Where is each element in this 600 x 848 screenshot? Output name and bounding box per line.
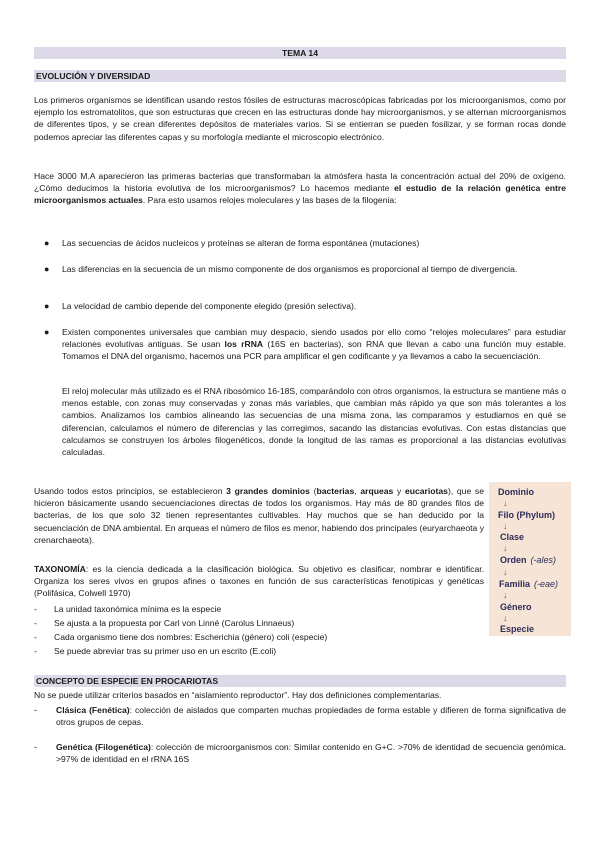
hierarchy-level-familia bbox=[499, 578, 558, 590]
text: : colección de aislados que comparten muchas propiedades de forma estable y difieren de forma significativa de otros grupos de cepas. bbox=[56, 705, 566, 728]
bullet-item-1: Las secuencias de ácidos nucleicos y proteínas se alteran de forma espontánea (mutaciones) bbox=[62, 238, 420, 248]
arrow-down-icon: ↓ bbox=[503, 567, 508, 577]
bullet-item-4 bbox=[62, 326, 566, 363]
bold-text: 3 grandes dominios bbox=[226, 486, 310, 496]
bold-text: TAXONOMÍA bbox=[34, 564, 86, 574]
bullet-item-2: Las diferencias en la secuencia de un mismo componente de dos organismos es proporcional al tiempo de divergencia. bbox=[62, 264, 518, 274]
text: Cada organismo tiene dos nombres: Escherichia (género) coli (especie) bbox=[54, 632, 328, 642]
paragraph-dominios bbox=[34, 485, 484, 546]
text: , bbox=[354, 486, 361, 496]
paragraph-intro-especie: No se puede utilizar criterios basados en “aislamiento reproductor”. Hay dos definiciones complementarias. bbox=[34, 690, 442, 700]
section-heading-especie: CONCEPTO DE ESPECIE EN PROCARIOTAS bbox=[34, 675, 566, 687]
text: Usando todos estos principios, se establecieron bbox=[34, 486, 227, 496]
dash-item-2 bbox=[34, 617, 566, 629]
text: La unidad taxonómica mínima es la especie bbox=[54, 604, 222, 614]
dash-item-3 bbox=[34, 631, 566, 643]
dash-icon: - bbox=[34, 705, 37, 715]
bullet-icon: ● bbox=[44, 238, 50, 248]
text: y bbox=[393, 486, 405, 496]
dash-icon: - bbox=[34, 646, 37, 656]
hierarchy-level-genero: Género bbox=[500, 602, 532, 612]
bold-text: Genética (Filogenética) bbox=[56, 742, 151, 752]
definition-genetica bbox=[56, 741, 566, 765]
dash-icon: - bbox=[34, 742, 37, 752]
section-heading-evolucion: EVOLUCIÓN Y DIVERSIDAD bbox=[34, 70, 566, 82]
dash-icon: - bbox=[34, 618, 37, 628]
suffix-ales: (-ales) bbox=[530, 555, 557, 565]
bold-text: Clásica (Fenética) bbox=[56, 705, 130, 715]
bullet-item-3: La velocidad de cambio depende del componente elegido (presión selectiva). bbox=[62, 301, 357, 311]
arrow-down-icon: ↓ bbox=[503, 498, 508, 508]
suffix-eae: (-eae) bbox=[534, 579, 559, 589]
paragraph-taxonomia bbox=[34, 563, 484, 600]
hierarchy-level-especie: Especie bbox=[500, 624, 535, 634]
arrow-down-icon: ↓ bbox=[503, 590, 508, 600]
text: Familia bbox=[499, 579, 531, 589]
text: . Para esto usamos relojes moleculares y las bases de la filogenia: bbox=[142, 195, 397, 206]
dash-item-4 bbox=[34, 645, 566, 657]
text: ( bbox=[309, 486, 317, 496]
bold-text: los rRNA bbox=[224, 339, 264, 350]
text: : colección de microorganismos con: Similar contenido en G+C. >70% de identidad de secuencia genómica. >97% de identidad en el rRNA 16S bbox=[56, 742, 566, 765]
text: Orden bbox=[500, 555, 527, 565]
arrow-down-icon: ↓ bbox=[503, 521, 508, 531]
text: (16S en bacterias), son RNA que llevan a cabo una función muy estable. Tomamos el DNA del organismo, hacemos una PCR para amplificar el gen codificante y ya llevamos a cabo la secuenciación. bbox=[62, 339, 566, 362]
text: Existen componentes universales que cambian muy despacio, siendo usados por ello como “relojes moleculares” para estudiar relaciones evolutivas antiguas. Se usan bbox=[62, 327, 566, 350]
bold-text: eucariotas bbox=[404, 486, 448, 496]
hierarchy-level-orden bbox=[500, 554, 556, 566]
hierarchy-level-filo: Filo (Phylum) bbox=[498, 510, 555, 520]
definition-clasica bbox=[56, 704, 566, 728]
text: : es la ciencia dedicada a la clasificación biológica. Su objetivo es clasificar, nombrar e identificar. Organiza los seres vivos en grupos afines o taxones en función de sus características fenotípicas y genéticas (Polifásica, Colwell 1970) bbox=[34, 564, 484, 599]
arrow-down-icon: ↓ bbox=[503, 543, 508, 553]
paragraph-fosiles: Los primeros organismos se identifican usando restos fósiles de estructuras macroscópicas fabricadas por los microorganismos, como por ejemplo los estromatolitos, que son estructuras que crecen en las estructuras donde hay microorganismos, y se alternan microorganismos de diferentes tipos, y se crean diferentes depósitos de materiales varios. Si se entierran se pueden fosilizar, y se forman rocas donde podemos apreciar las diferentes capas y su morfología mediante el microscopio electrónico. bbox=[34, 95, 566, 142]
dash-item-1 bbox=[34, 603, 566, 615]
page-title: TEMA 14 bbox=[34, 47, 566, 59]
bullet-icon: ● bbox=[44, 327, 50, 337]
arrow-down-icon: ↓ bbox=[503, 613, 508, 623]
bullet-icon: ● bbox=[44, 264, 50, 274]
text: Hace 3000 M.A aparecieron las primeras bacterias que transformaban la atmósfera hasta la concentración actual del 20% de oxígeno. ¿Cómo deducimos la historia evolutiva de los microorganismos? Lo hacemos mediante bbox=[34, 171, 566, 194]
bold-text: arqueas bbox=[360, 486, 394, 496]
hierarchy-level-clase: Clase bbox=[500, 532, 525, 542]
text: ), que se hicieron básicamente usando secuenciaciones directas de todos los organismos. Hay más de 80 grandes filos de bacterias, de los que solo 32 tienen representantes cultivables. Hay muchos que se han deducido por la secuenciación de DNA ambiental. En arqueas el número de filos es menor, habiendo dos principales (euryarchaeota y crenarchaeota). bbox=[34, 486, 484, 545]
dash-icon: - bbox=[34, 604, 37, 614]
dash-icon: - bbox=[34, 632, 37, 642]
text: Se ajusta a la propuesta por Carl von Linné (Carolus Linnaeus) bbox=[54, 618, 295, 628]
taxonomy-hierarchy-figure bbox=[489, 482, 571, 636]
paragraph-historia-evolutiva bbox=[34, 170, 566, 207]
bold-text: el estudio de la relación genética entre microorganismos actuales bbox=[34, 183, 566, 206]
text: Se puede abreviar tras su primer uso en un escrito (E.coli) bbox=[54, 646, 277, 656]
paragraph-reloj-molecular: El reloj molecular más utilizado es el RNA ribosómico 16-18S, comparándolo con otros organismos, la estructura se mantiene más o menos estable, con zonas muy conservadas y zonas más variables, que cambian más rápido ya que son más tolerantes a los cambios. Analizamos los cambios alineando las secuencias de una misma zona, las comparamos y estudiamos en qué se diferencian, calculamos el número de diferencias y las corregimos, sacando las distancias evolutivas. Con estas distancias que calculamos se construyen los árboles filogenéticos, donde la longitud de las ramas es proporcional a las distancias evolutivas calculadas. bbox=[62, 386, 566, 458]
hierarchy-level-dominio: Dominio bbox=[498, 487, 534, 497]
bullet-icon: ● bbox=[44, 301, 50, 311]
bold-text: bacterias bbox=[316, 486, 355, 496]
